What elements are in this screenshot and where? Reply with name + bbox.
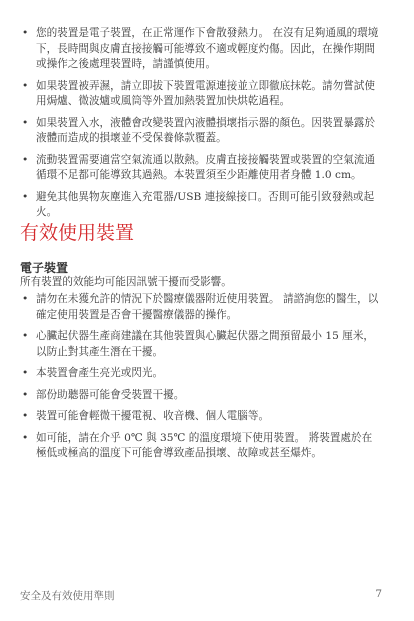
list-item-text: 您的裝置是電子裝置，在正常運作下會散發熱力。 在沒有足夠通風的環境下，長時間與皮膚直接接觸可能導致不適或輕度灼傷。因此，在操作期間或操作之後處理裝置時，請謹慎使用。 (36, 27, 379, 70)
list-item-text: 如果裝置被弄濕，請立即拔下裝置電源連接並立即徹底抹乾。請勿嘗試使用焗爐、微波爐或風筒等外置加熱裝置加快烘乾過程。 (36, 79, 375, 107)
bullet-icon: • (22, 330, 29, 342)
footer-section-name: 安全及有效使用準則 (20, 590, 115, 602)
bullet-icon: • (22, 79, 29, 92)
list-item-text: 本裝置會產生亮光或閃光。 (36, 367, 164, 379)
bullet-icon: • (22, 367, 29, 379)
list-item (20, 366, 382, 382)
list-item-text: 請勿在未獲允許的情況下於醫療儀器附近使用裝置。 請諮詢您的醫生，以確定使用裝置是否會干擾醫療儀器的操作。 (36, 293, 379, 321)
safety-bullet-list (20, 26, 382, 227)
list-item (20, 329, 382, 360)
list-item (20, 409, 382, 425)
intro-paragraph: 所有裝置的效能均可能因訊號干擾而受影響。 (20, 276, 232, 288)
page-number: 7 (375, 588, 382, 600)
section-title: 有效使用裝置 (20, 222, 135, 244)
bullet-icon: • (22, 153, 29, 166)
device-bullet-list (20, 292, 382, 468)
bullet-icon: • (22, 388, 29, 401)
list-item-text: 心臟起伏器生產商建議在其他裝置與心臟起伏器之間預留最小 15 厘米，以防止對其產生潛在干擾。 (36, 330, 375, 358)
list-item (20, 190, 382, 221)
list-item (20, 292, 382, 323)
bullet-icon: • (22, 27, 29, 39)
list-item (20, 116, 382, 147)
subsection-title: 電子裝置 (20, 261, 69, 275)
list-item-text: 如可能，請在介乎 0℃ 與 35℃ 的溫度環境下使用裝置。 將裝置處於在極低或極高的溫度下可能會導致產品損壞、故障或甚至爆炸。 (36, 431, 373, 459)
list-item-text: 如果裝置入水，液體會改變裝置內液體損壞指示器的顏色。因裝置暴露於液體而造成的損壞並不受保養條款覆蓋。 (36, 116, 375, 144)
list-item (20, 26, 382, 73)
list-item-text: 避免其他異物灰塵進入充電器/USB 連接線接口。否則可能引致發熱或起火。 (36, 190, 375, 218)
list-item (20, 431, 382, 462)
list-item-text: 部份助聽器可能會受裝置干擾。 (36, 388, 185, 401)
bullet-icon: • (22, 190, 29, 203)
bullet-icon: • (22, 116, 29, 129)
list-item (20, 388, 382, 404)
list-item-text: 流動裝置需要適當空氣流通以散熱。皮膚直接接觸裝置或裝置的空氣流通循環不足都可能導致其過熱。本裝置須至少距離使用者身體 1.0 cm。 (36, 153, 375, 181)
bullet-icon: • (22, 410, 29, 422)
list-item (20, 153, 382, 184)
list-item-text: 裝置可能會輕微干擾電視、收音機、個人電腦等。 (36, 410, 270, 422)
list-item (20, 79, 382, 110)
bullet-icon: • (22, 431, 29, 444)
bullet-icon: • (22, 293, 29, 305)
